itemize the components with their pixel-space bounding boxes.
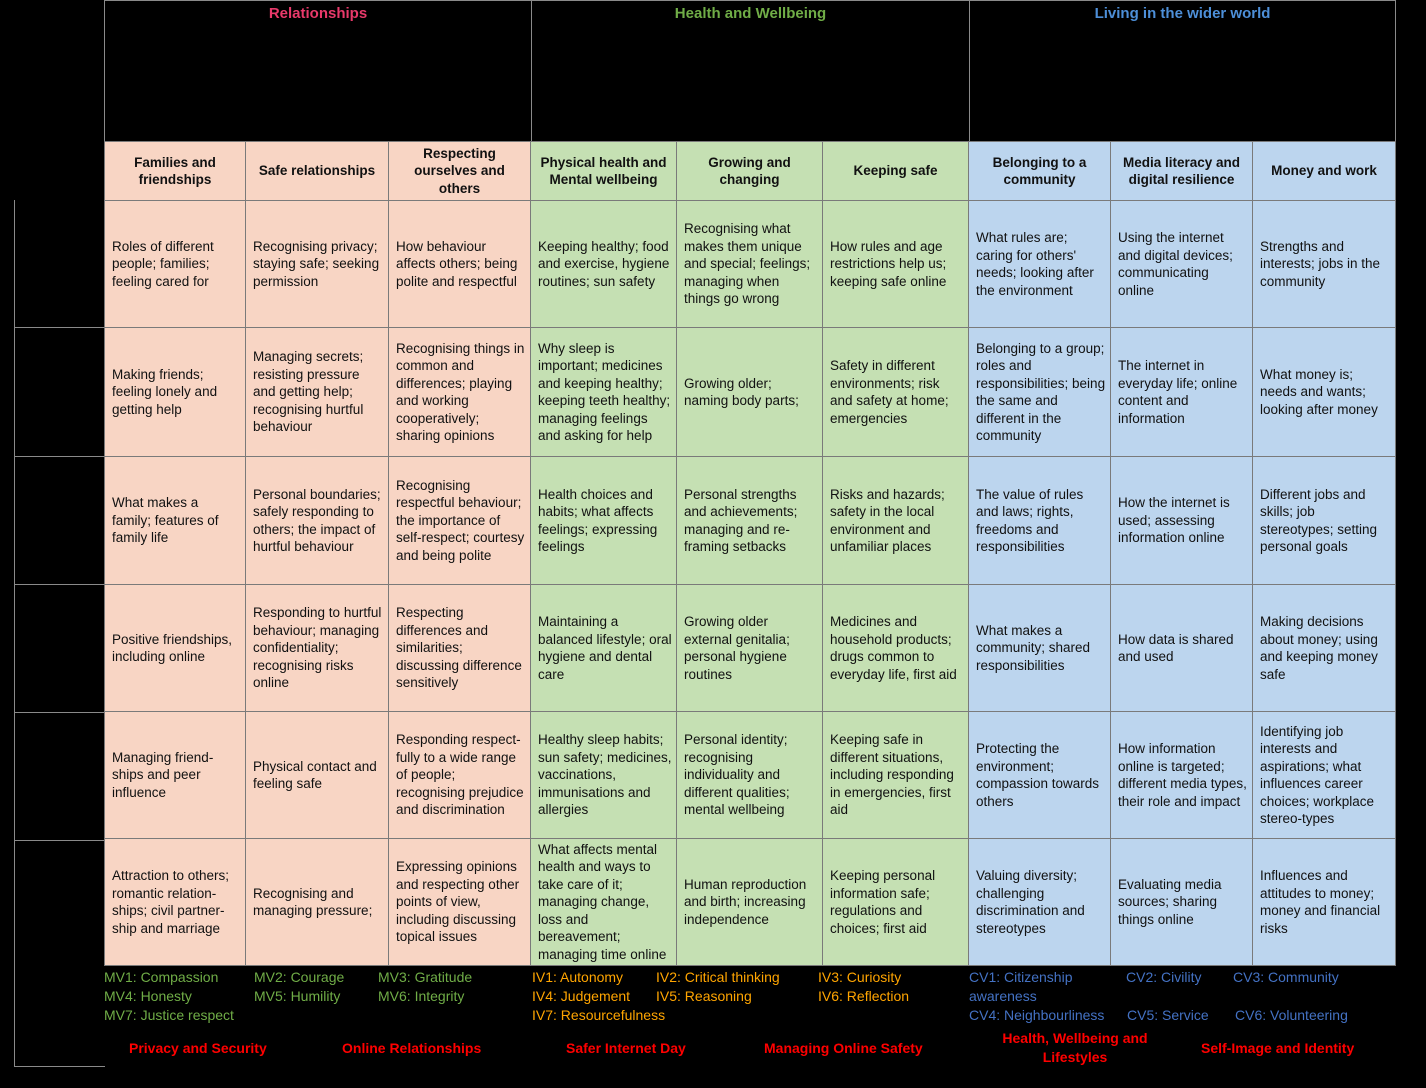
- grid-cell: Human reproduction and birth; increasing independence: [677, 839, 823, 966]
- grid-cell: Responding to hurtful behaviour; managing confidentiality; recognising risks online: [246, 585, 389, 712]
- grid-cell: Identifying job interests and aspirations; what influences career choices; workplace stereo-types: [1253, 712, 1396, 839]
- theme-header-health: [531, 0, 970, 142]
- grid-cell: The internet in everyday life; online content and information: [1111, 328, 1253, 457]
- key-item: IV4: Judgement: [532, 988, 631, 1004]
- grid-cell: Personal identity; recognising individuality and different qualities; mental wellbeing: [677, 712, 823, 839]
- grid-cell: Maintaining a balanced lifestyle; oral hygiene and dental care: [531, 585, 677, 712]
- row-divider: [15, 712, 105, 713]
- theme-title: Relationships: [268, 5, 368, 22]
- grid-cell: The value of rules and laws; rights, freedoms and responsibilities: [969, 457, 1111, 585]
- grid-cell: Recognising privacy; staying safe; seeking permission: [246, 201, 389, 328]
- key-item: MV5: Humility: [254, 988, 341, 1004]
- key-item: CV4: Neighbourliness: [969, 1007, 1105, 1023]
- column-header: Belonging to a community: [969, 141, 1111, 201]
- key-item: MV6: Integrity: [378, 988, 465, 1004]
- grid-cell: How the internet is used; assessing information online: [1111, 457, 1253, 585]
- grid-cell: Recognising respectful behaviour; the importance of self-respect; courtesy and being polite: [389, 457, 531, 585]
- grid-cell: Positive friendships, including online: [104, 585, 246, 712]
- online-topic: Managing Online Safety: [764, 1040, 923, 1056]
- grid-cell: How data is shared and used: [1111, 585, 1253, 712]
- theme-header-wider-world: [969, 0, 1396, 142]
- key-item: IV1: Autonomy: [532, 969, 624, 985]
- grid-cell: Keeping personal information safe; regulations and choices; first aid: [823, 839, 969, 966]
- key-item: awareness: [969, 988, 1037, 1004]
- online-topic: Health, Wellbeing and Lifestyles: [1002, 1030, 1148, 1065]
- theme-title: Living in the wider world: [1094, 5, 1271, 22]
- grid-cell: What rules are; caring for others' needs; looking after the environment: [969, 201, 1111, 328]
- grid-cell: Safety in different environments; risk and safety at home; emergencies: [823, 328, 969, 457]
- grid-cell: Managing secrets; resisting pressure and getting help; recognising hurtful behaviour: [246, 328, 389, 457]
- grid-cell: Attraction to others; romantic relation-ships; civil partner-ship and marriage: [104, 839, 246, 966]
- grid-cell: Health choices and habits; what affects feelings; expressing feelings: [531, 457, 677, 585]
- grid-cell: Valuing diversity; challenging discrimination and stereotypes: [969, 839, 1111, 966]
- grid-cell: What affects mental health and ways to take care of it; managing change, loss and bereavement; managing time online: [531, 839, 677, 966]
- grid-cell: Different jobs and skills; job stereotypes; setting personal goals: [1253, 457, 1396, 585]
- grid-cell: How information online is targeted; different media types, their role and impact: [1111, 712, 1253, 839]
- key-item: IV6: Reflection: [818, 988, 910, 1004]
- column-header: Media literacy and digital resilience: [1111, 141, 1253, 201]
- grid-cell: Risks and hazards; safety in the local environment and unfamiliar places: [823, 457, 969, 585]
- grid-cell: What makes a community; shared responsibilities: [969, 585, 1111, 712]
- column-header: Families and friendships: [104, 141, 246, 201]
- grid-cell: Belonging to a group; roles and responsibilities; being the same and different in the community: [969, 328, 1111, 457]
- grid-cell: Recognising things in common and differences; playing and working cooperatively; sharing opinions: [389, 328, 531, 457]
- theme-title: Health and Wellbeing: [674, 5, 827, 22]
- row-divider: [15, 584, 105, 585]
- grid-cell: Respecting differences and similarities; discussing difference sensitively: [389, 585, 531, 712]
- column-header: Keeping safe: [823, 141, 969, 201]
- key-item: IV7: Resourcefulness: [532, 1007, 666, 1023]
- key-item: IV3: Curiosity: [818, 969, 902, 985]
- key-item: IV2: Critical thinking: [656, 969, 780, 985]
- grid-cell: How rules and age restrictions help us; keeping safe online: [823, 201, 969, 328]
- grid-cell: Healthy sleep habits; sun safety; medicines, vaccinations, immunisations and allergies: [531, 712, 677, 839]
- key-item: MV4: Honesty: [104, 988, 192, 1004]
- grid-cell: Making decisions about money; using and keeping money safe: [1253, 585, 1396, 712]
- grid-cell: Expressing opinions and respecting other points of view, including discussing topical issues: [389, 839, 531, 966]
- column-header: Money and work: [1253, 141, 1396, 201]
- key-item: MV3: Gratitude: [378, 969, 473, 985]
- key-item: CV6: Volunteering: [1235, 1007, 1348, 1023]
- online-topic: Safer Internet Day: [566, 1040, 686, 1056]
- grid-cell: Medicines and household products; drugs common to everyday life, first aid: [823, 585, 969, 712]
- online-topic: Self-Image and Identity: [1201, 1040, 1355, 1056]
- grid-cell: Protecting the environment; compassion towards others: [969, 712, 1111, 839]
- row-divider: [15, 327, 105, 328]
- grid-cell: Using the internet and digital devices; communicating online: [1111, 201, 1253, 328]
- grid-cell: Strengths and interests; jobs in the community: [1253, 201, 1396, 328]
- row-label-column: [14, 200, 105, 1067]
- theme-header-relationships: [104, 0, 532, 142]
- key-item: CV2: Civility: [1126, 969, 1202, 985]
- grid-cell: Recognising and managing pressure;: [246, 839, 389, 966]
- key-item: IV5: Reasoning: [656, 988, 752, 1004]
- grid-cell: Responding respect-fully to a wide range of people; recognising prejudice and discrimination: [389, 712, 531, 839]
- column-header: Growing and changing: [677, 141, 823, 201]
- grid-cell: What money is; needs and wants; looking after money: [1253, 328, 1396, 457]
- grid-cell: Personal strengths and achievements; managing and re-framing setbacks: [677, 457, 823, 585]
- column-header: Safe relationships: [246, 141, 389, 201]
- key-item: MV7: Justice respect: [104, 1007, 234, 1023]
- grid-cell: Evaluating media sources; sharing things online: [1111, 839, 1253, 966]
- grid-cell: Growing older; naming body parts;: [677, 328, 823, 457]
- grid-cell: Keeping healthy; food and exercise, hygiene routines; sun safety: [531, 201, 677, 328]
- row-divider: [15, 456, 105, 457]
- row-divider: [15, 840, 105, 841]
- online-topic: Privacy and Security: [129, 1040, 267, 1056]
- grid-cell: Making friends; feeling lonely and getting help: [104, 328, 246, 457]
- column-header: Respecting ourselves and others: [389, 141, 531, 201]
- grid-cell: What makes a family; features of family life: [104, 457, 246, 585]
- key-item: CV1: Citizenship: [969, 969, 1073, 985]
- key-item: MV2: Courage: [254, 969, 345, 985]
- grid-cell: Keeping safe in different situations, including responding in emergencies, first aid: [823, 712, 969, 839]
- column-header: Physical health and Mental wellbeing: [531, 141, 677, 201]
- grid-cell: How behaviour affects others; being polite and respectful: [389, 201, 531, 328]
- grid-cell: Physical contact and feeling safe: [246, 712, 389, 839]
- grid-cell: Recognising what makes them unique and special; feelings; managing when things go wrong: [677, 201, 823, 328]
- grid-cell: Personal boundaries; safely responding to others; the impact of hurtful behaviour: [246, 457, 389, 585]
- key-item: MV1: Compassion: [104, 969, 219, 985]
- online-topic: Online Relationships: [342, 1040, 482, 1056]
- grid-cell: Managing friend-ships and peer influence: [104, 712, 246, 839]
- key-item: CV3: Community: [1233, 969, 1339, 985]
- grid-cell: Influences and attitudes to money; money and financial risks: [1253, 839, 1396, 966]
- grid-cell: Roles of different people; families; feeling cared for: [104, 201, 246, 328]
- grid-cell: Growing older external genitalia; personal hygiene routines: [677, 585, 823, 712]
- key-item: CV5: Service: [1127, 1007, 1209, 1023]
- grid-cell: Why sleep is important; medicines and keeping healthy; keeping teeth healthy; managing feelings and asking for help: [531, 328, 677, 457]
